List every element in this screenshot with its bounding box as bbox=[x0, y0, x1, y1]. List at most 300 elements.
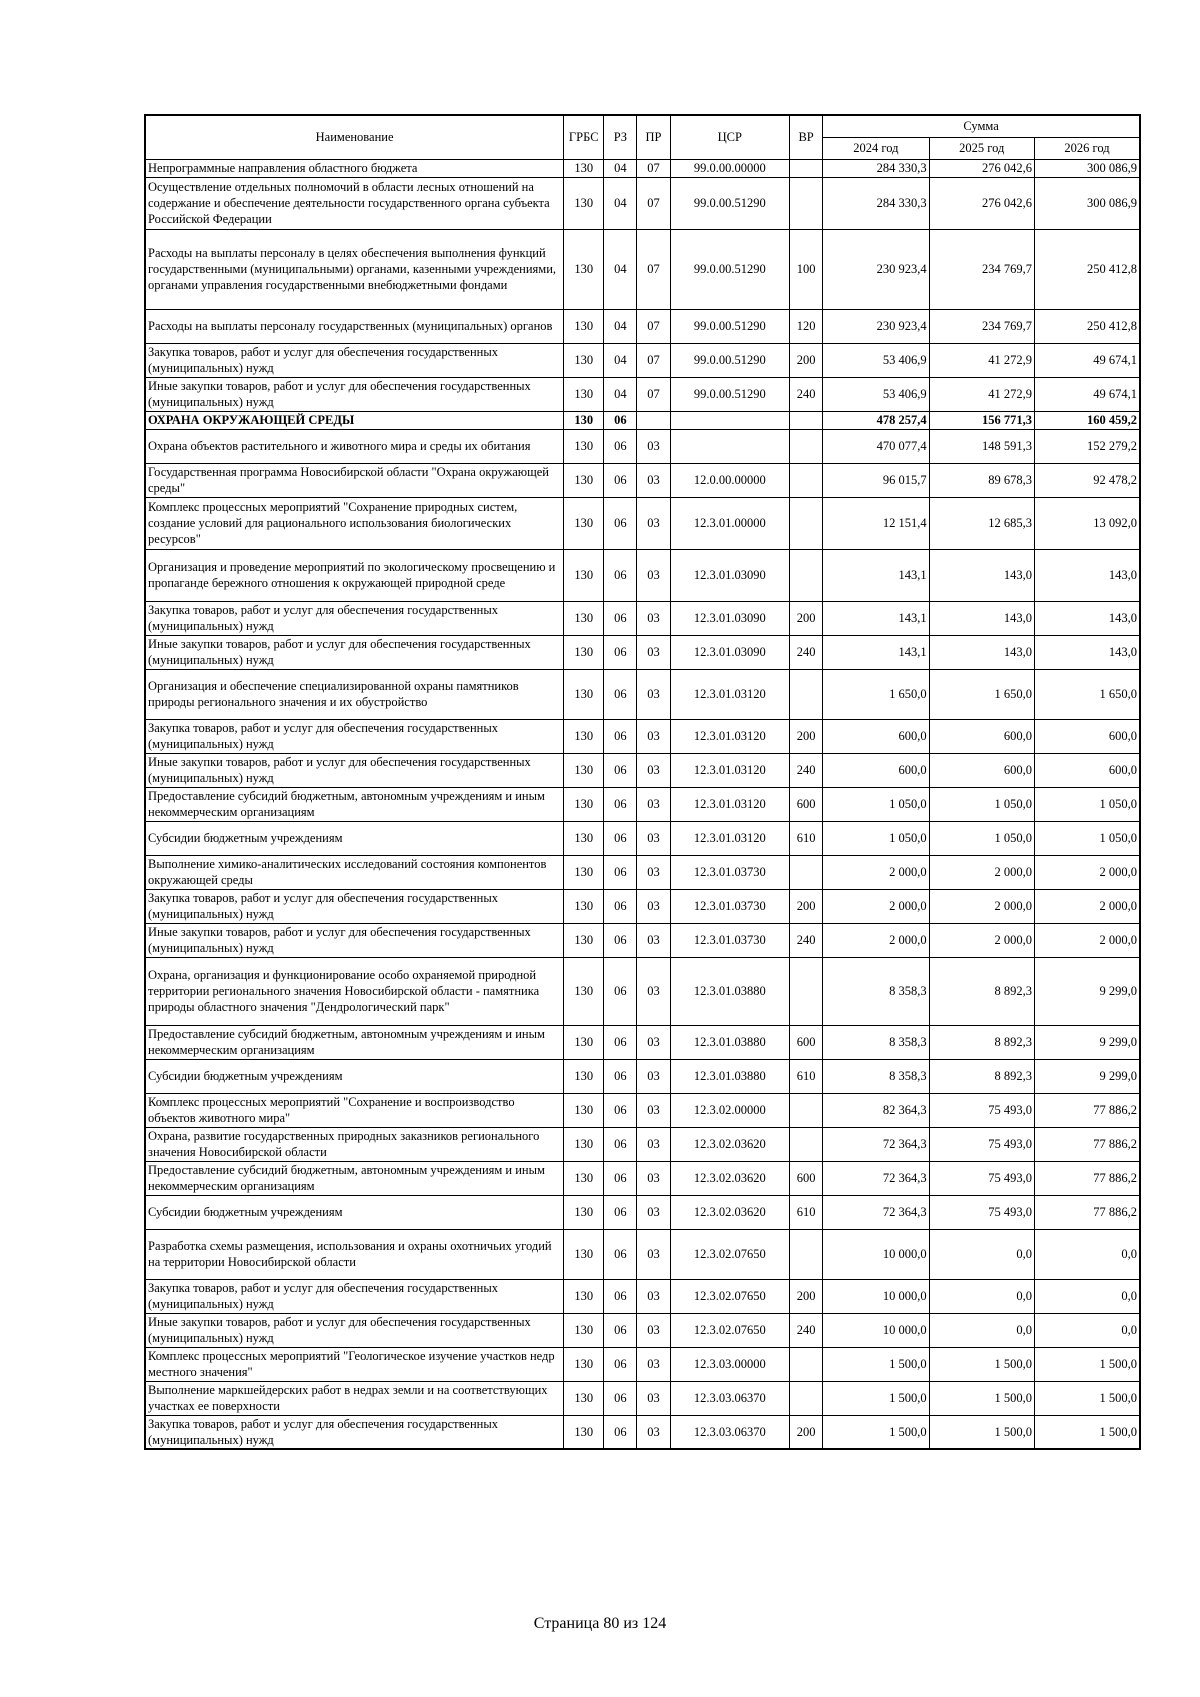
cell-vr bbox=[790, 1229, 823, 1279]
cell-grbs: 130 bbox=[564, 309, 604, 343]
cell-grbs: 130 bbox=[564, 463, 604, 497]
cell-pr: 07 bbox=[637, 309, 670, 343]
table-row bbox=[145, 1313, 1140, 1347]
cell-grbs: 130 bbox=[564, 635, 604, 669]
cell-2026: 2 000,0 bbox=[1034, 923, 1140, 957]
cell-grbs: 130 bbox=[564, 229, 604, 309]
cell-csr: 12.0.00.00000 bbox=[670, 463, 789, 497]
cell-2024: 8 358,3 bbox=[823, 1025, 929, 1059]
cell-csr: 12.3.02.07650 bbox=[670, 1229, 789, 1279]
cell-name: Закупка товаров, работ и услуг для обеспечения государственных (муниципальных) нужд bbox=[145, 719, 564, 753]
table-row bbox=[145, 463, 1140, 497]
cell-2026: 143,0 bbox=[1034, 549, 1140, 601]
cell-2025: 600,0 bbox=[929, 753, 1034, 787]
cell-pr: 03 bbox=[637, 1229, 670, 1279]
cell-vr bbox=[790, 463, 823, 497]
cell-csr: 12.3.01.03120 bbox=[670, 719, 789, 753]
cell-rz: 06 bbox=[604, 1093, 637, 1127]
cell-2026: 143,0 bbox=[1034, 635, 1140, 669]
table-row bbox=[145, 1195, 1140, 1229]
cell-vr: 610 bbox=[790, 1195, 823, 1229]
cell-vr: 200 bbox=[790, 889, 823, 923]
cell-name: Предоставление субсидий бюджетным, автономным учреждениям и иным некоммерческим организациям bbox=[145, 787, 564, 821]
table-row bbox=[145, 377, 1140, 411]
cell-grbs: 130 bbox=[564, 753, 604, 787]
cell-2024: 8 358,3 bbox=[823, 1059, 929, 1093]
cell-2026: 9 299,0 bbox=[1034, 1059, 1140, 1093]
header-name: Наименование bbox=[145, 115, 564, 159]
cell-rz: 06 bbox=[604, 497, 637, 549]
cell-2025: 75 493,0 bbox=[929, 1195, 1034, 1229]
cell-2025: 41 272,9 bbox=[929, 343, 1034, 377]
cell-2024: 1 500,0 bbox=[823, 1381, 929, 1415]
cell-2026: 0,0 bbox=[1034, 1279, 1140, 1313]
table-row bbox=[145, 1025, 1140, 1059]
cell-2026: 9 299,0 bbox=[1034, 1025, 1140, 1059]
cell-2024: 230 923,4 bbox=[823, 309, 929, 343]
cell-2025: 12 685,3 bbox=[929, 497, 1034, 549]
table-row bbox=[145, 889, 1140, 923]
cell-2026: 2 000,0 bbox=[1034, 889, 1140, 923]
cell-rz: 06 bbox=[604, 1347, 637, 1381]
cell-vr: 120 bbox=[790, 309, 823, 343]
cell-name: Организация и обеспечение специализированной охраны памятников природы регионального значения и их обустройство bbox=[145, 669, 564, 719]
cell-grbs: 130 bbox=[564, 1059, 604, 1093]
cell-rz: 06 bbox=[604, 1127, 637, 1161]
cell-2026: 0,0 bbox=[1034, 1229, 1140, 1279]
cell-rz: 06 bbox=[604, 1025, 637, 1059]
cell-pr: 03 bbox=[637, 669, 670, 719]
cell-pr: 03 bbox=[637, 719, 670, 753]
cell-name: Закупка товаров, работ и услуг для обеспечения государственных (муниципальных) нужд bbox=[145, 343, 564, 377]
cell-rz: 06 bbox=[604, 753, 637, 787]
header-sum: Сумма bbox=[823, 115, 1140, 137]
cell-csr: 12.3.03.00000 bbox=[670, 1347, 789, 1381]
cell-pr: 03 bbox=[637, 923, 670, 957]
cell-2026: 9 299,0 bbox=[1034, 957, 1140, 1025]
cell-2026: 0,0 bbox=[1034, 1313, 1140, 1347]
cell-2026: 13 092,0 bbox=[1034, 497, 1140, 549]
cell-pr: 03 bbox=[637, 787, 670, 821]
cell-grbs: 130 bbox=[564, 377, 604, 411]
cell-2026: 300 086,9 bbox=[1034, 177, 1140, 229]
cell-2026: 1 050,0 bbox=[1034, 787, 1140, 821]
cell-grbs: 130 bbox=[564, 1025, 604, 1059]
cell-vr bbox=[790, 411, 823, 429]
cell-name: Закупка товаров, работ и услуг для обеспечения государственных (муниципальных) нужд bbox=[145, 1415, 564, 1449]
cell-vr: 600 bbox=[790, 1025, 823, 1059]
cell-pr: 03 bbox=[637, 855, 670, 889]
cell-2026: 77 886,2 bbox=[1034, 1093, 1140, 1127]
cell-csr: 99.0.00.51290 bbox=[670, 343, 789, 377]
cell-2026: 77 886,2 bbox=[1034, 1127, 1140, 1161]
cell-2025: 276 042,6 bbox=[929, 159, 1034, 177]
cell-grbs: 130 bbox=[564, 787, 604, 821]
cell-2026: 49 674,1 bbox=[1034, 343, 1140, 377]
cell-pr: 03 bbox=[637, 549, 670, 601]
page-number: Страница 80 из 124 bbox=[533, 1615, 667, 1632]
cell-name: Комплекс процессных мероприятий "Геологическое изучение участков недр местного значения" bbox=[145, 1347, 564, 1381]
cell-rz: 06 bbox=[604, 1313, 637, 1347]
cell-rz: 06 bbox=[604, 1195, 637, 1229]
cell-2026: 77 886,2 bbox=[1034, 1161, 1140, 1195]
cell-2025: 2 000,0 bbox=[929, 889, 1034, 923]
cell-rz: 06 bbox=[604, 463, 637, 497]
cell-vr: 200 bbox=[790, 1415, 823, 1449]
cell-pr: 03 bbox=[637, 1279, 670, 1313]
cell-grbs: 130 bbox=[564, 957, 604, 1025]
cell-2025: 8 892,3 bbox=[929, 957, 1034, 1025]
cell-2024: 10 000,0 bbox=[823, 1229, 929, 1279]
cell-2024: 470 077,4 bbox=[823, 429, 929, 463]
cell-2026: 600,0 bbox=[1034, 753, 1140, 787]
cell-grbs: 130 bbox=[564, 497, 604, 549]
cell-name: Расходы на выплаты персоналу в целях обеспечения выполнения функций государственными (муниципальными) органами, казенными учреждениями, органами управления государственными внебюджетными фондами bbox=[145, 229, 564, 309]
cell-2025: 8 892,3 bbox=[929, 1025, 1034, 1059]
table-row bbox=[145, 1381, 1140, 1415]
cell-2026: 49 674,1 bbox=[1034, 377, 1140, 411]
cell-grbs: 130 bbox=[564, 719, 604, 753]
cell-grbs: 130 bbox=[564, 1381, 604, 1415]
cell-2024: 72 364,3 bbox=[823, 1195, 929, 1229]
cell-rz: 06 bbox=[604, 787, 637, 821]
cell-2024: 284 330,3 bbox=[823, 177, 929, 229]
cell-csr: 12.3.02.00000 bbox=[670, 1093, 789, 1127]
cell-grbs: 130 bbox=[564, 601, 604, 635]
cell-vr: 610 bbox=[790, 821, 823, 855]
cell-csr: 12.3.01.03090 bbox=[670, 549, 789, 601]
cell-grbs: 130 bbox=[564, 1347, 604, 1381]
cell-name: Иные закупки товаров, работ и услуг для обеспечения государственных (муниципальных) нужд bbox=[145, 923, 564, 957]
table-row bbox=[145, 821, 1140, 855]
cell-name: Осуществление отдельных полномочий в области лесных отношений на содержание и обеспечение деятельности государственного органа субъекта Российской Федерации bbox=[145, 177, 564, 229]
cell-name: Непрограммные направления областного бюджета bbox=[145, 159, 564, 177]
cell-pr: 03 bbox=[637, 1347, 670, 1381]
table-row bbox=[145, 1415, 1140, 1449]
cell-vr: 240 bbox=[790, 1313, 823, 1347]
table-row bbox=[145, 923, 1140, 957]
cell-name: Государственная программа Новосибирской области "Охрана окружающей среды" bbox=[145, 463, 564, 497]
cell-pr: 03 bbox=[637, 1313, 670, 1347]
cell-csr: 12.3.02.07650 bbox=[670, 1313, 789, 1347]
cell-csr: 12.3.01.03120 bbox=[670, 787, 789, 821]
cell-vr bbox=[790, 1127, 823, 1161]
cell-rz: 06 bbox=[604, 1229, 637, 1279]
table-row bbox=[145, 669, 1140, 719]
table-row bbox=[145, 549, 1140, 601]
cell-csr: 12.3.02.07650 bbox=[670, 1279, 789, 1313]
cell-vr bbox=[790, 159, 823, 177]
table-row bbox=[145, 229, 1140, 309]
cell-2024: 10 000,0 bbox=[823, 1279, 929, 1313]
cell-2025: 1 500,0 bbox=[929, 1381, 1034, 1415]
cell-rz: 06 bbox=[604, 411, 637, 429]
cell-vr: 240 bbox=[790, 753, 823, 787]
table-row bbox=[145, 1161, 1140, 1195]
cell-vr bbox=[790, 1093, 823, 1127]
cell-rz: 06 bbox=[604, 1279, 637, 1313]
table-row bbox=[145, 719, 1140, 753]
cell-2024: 2 000,0 bbox=[823, 923, 929, 957]
cell-csr: 12.3.01.03880 bbox=[670, 957, 789, 1025]
cell-vr bbox=[790, 429, 823, 463]
cell-rz: 06 bbox=[604, 855, 637, 889]
cell-2025: 0,0 bbox=[929, 1279, 1034, 1313]
cell-pr: 03 bbox=[637, 753, 670, 787]
cell-2024: 143,1 bbox=[823, 549, 929, 601]
cell-pr: 03 bbox=[637, 1093, 670, 1127]
cell-rz: 06 bbox=[604, 669, 637, 719]
header-rz: РЗ bbox=[604, 115, 637, 159]
cell-rz: 04 bbox=[604, 377, 637, 411]
cell-name: Разработка схемы размещения, использования и охраны охотничьих угодий на территории Новосибирской области bbox=[145, 1229, 564, 1279]
cell-2025: 143,0 bbox=[929, 601, 1034, 635]
cell-2024: 230 923,4 bbox=[823, 229, 929, 309]
cell-2025: 143,0 bbox=[929, 635, 1034, 669]
cell-2024: 8 358,3 bbox=[823, 957, 929, 1025]
cell-vr bbox=[790, 669, 823, 719]
table-row bbox=[145, 1347, 1140, 1381]
cell-pr: 07 bbox=[637, 177, 670, 229]
cell-2026: 1 050,0 bbox=[1034, 821, 1140, 855]
cell-2024: 1 050,0 bbox=[823, 821, 929, 855]
cell-2025: 75 493,0 bbox=[929, 1127, 1034, 1161]
table-row bbox=[145, 343, 1140, 377]
cell-rz: 06 bbox=[604, 821, 637, 855]
cell-2026: 250 412,8 bbox=[1034, 229, 1140, 309]
cell-pr: 07 bbox=[637, 377, 670, 411]
cell-2025: 1 500,0 bbox=[929, 1347, 1034, 1381]
cell-2024: 1 050,0 bbox=[823, 787, 929, 821]
cell-2024: 2 000,0 bbox=[823, 855, 929, 889]
cell-2025: 148 591,3 bbox=[929, 429, 1034, 463]
table-row bbox=[145, 787, 1140, 821]
cell-vr bbox=[790, 957, 823, 1025]
cell-pr: 03 bbox=[637, 889, 670, 923]
table-row bbox=[145, 753, 1140, 787]
cell-grbs: 130 bbox=[564, 177, 604, 229]
cell-grbs: 130 bbox=[564, 1313, 604, 1347]
cell-2024: 12 151,4 bbox=[823, 497, 929, 549]
cell-2024: 2 000,0 bbox=[823, 889, 929, 923]
cell-2024: 1 650,0 bbox=[823, 669, 929, 719]
cell-pr: 03 bbox=[637, 1059, 670, 1093]
cell-pr: 07 bbox=[637, 343, 670, 377]
cell-pr bbox=[637, 411, 670, 429]
cell-2024: 72 364,3 bbox=[823, 1127, 929, 1161]
table-row bbox=[145, 309, 1140, 343]
cell-2026: 300 086,9 bbox=[1034, 159, 1140, 177]
cell-rz: 06 bbox=[604, 635, 637, 669]
cell-vr bbox=[790, 1347, 823, 1381]
cell-2025: 1 050,0 bbox=[929, 787, 1034, 821]
table-row bbox=[145, 497, 1140, 549]
cell-2024: 1 500,0 bbox=[823, 1347, 929, 1381]
cell-2025: 143,0 bbox=[929, 549, 1034, 601]
cell-vr: 200 bbox=[790, 1279, 823, 1313]
cell-rz: 04 bbox=[604, 229, 637, 309]
cell-rz: 06 bbox=[604, 923, 637, 957]
cell-vr: 240 bbox=[790, 377, 823, 411]
cell-csr: 12.3.02.03620 bbox=[670, 1195, 789, 1229]
cell-2026: 600,0 bbox=[1034, 719, 1140, 753]
cell-2025: 1 050,0 bbox=[929, 821, 1034, 855]
table-row bbox=[145, 1229, 1140, 1279]
table-row bbox=[145, 1059, 1140, 1093]
cell-2024: 72 364,3 bbox=[823, 1161, 929, 1195]
cell-vr bbox=[790, 497, 823, 549]
cell-csr: 99.0.00.51290 bbox=[670, 377, 789, 411]
cell-csr: 12.3.01.00000 bbox=[670, 497, 789, 549]
cell-vr: 240 bbox=[790, 635, 823, 669]
cell-rz: 04 bbox=[604, 159, 637, 177]
cell-vr bbox=[790, 177, 823, 229]
cell-grbs: 130 bbox=[564, 1161, 604, 1195]
cell-pr: 03 bbox=[637, 1195, 670, 1229]
table-row bbox=[145, 411, 1140, 429]
cell-2025: 276 042,6 bbox=[929, 177, 1034, 229]
cell-2026: 1 500,0 bbox=[1034, 1381, 1140, 1415]
cell-grbs: 130 bbox=[564, 889, 604, 923]
cell-2025: 234 769,7 bbox=[929, 309, 1034, 343]
cell-rz: 06 bbox=[604, 889, 637, 923]
cell-2026: 92 478,2 bbox=[1034, 463, 1140, 497]
cell-name: Расходы на выплаты персоналу государственных (муниципальных) органов bbox=[145, 309, 564, 343]
cell-pr: 03 bbox=[637, 1127, 670, 1161]
cell-grbs: 130 bbox=[564, 549, 604, 601]
cell-pr: 03 bbox=[637, 957, 670, 1025]
table-row bbox=[145, 855, 1140, 889]
cell-2025: 2 000,0 bbox=[929, 855, 1034, 889]
cell-name: ОХРАНА ОКРУЖАЮЩЕЙ СРЕДЫ bbox=[145, 411, 564, 429]
cell-2025: 8 892,3 bbox=[929, 1059, 1034, 1093]
cell-pr: 03 bbox=[637, 821, 670, 855]
cell-2025: 600,0 bbox=[929, 719, 1034, 753]
cell-csr bbox=[670, 411, 789, 429]
cell-2026: 152 279,2 bbox=[1034, 429, 1140, 463]
cell-rz: 06 bbox=[604, 719, 637, 753]
cell-vr: 200 bbox=[790, 719, 823, 753]
cell-vr: 600 bbox=[790, 787, 823, 821]
cell-grbs: 130 bbox=[564, 1229, 604, 1279]
table-row bbox=[145, 635, 1140, 669]
cell-name: Субсидии бюджетным учреждениям bbox=[145, 821, 564, 855]
cell-csr: 99.0.00.51290 bbox=[670, 229, 789, 309]
cell-vr bbox=[790, 549, 823, 601]
header-grbs: ГРБС bbox=[564, 115, 604, 159]
cell-rz: 04 bbox=[604, 343, 637, 377]
cell-csr: 12.3.02.03620 bbox=[670, 1127, 789, 1161]
cell-rz: 06 bbox=[604, 549, 637, 601]
budget-table-body bbox=[145, 159, 1140, 1449]
cell-pr: 07 bbox=[637, 229, 670, 309]
cell-name: Охрана объектов растительного и животного мира и среды их обитания bbox=[145, 429, 564, 463]
cell-csr: 12.3.01.03730 bbox=[670, 889, 789, 923]
cell-vr: 610 bbox=[790, 1059, 823, 1093]
header-year-2025: 2025 год bbox=[929, 137, 1034, 159]
cell-name: Иные закупки товаров, работ и услуг для обеспечения государственных (муниципальных) нужд bbox=[145, 377, 564, 411]
cell-rz: 06 bbox=[604, 1059, 637, 1093]
cell-2024: 478 257,4 bbox=[823, 411, 929, 429]
budget-table bbox=[144, 114, 1141, 1450]
cell-name: Охрана, развитие государственных природных заказников регионального значения Новосибирской области bbox=[145, 1127, 564, 1161]
cell-csr: 99.0.00.51290 bbox=[670, 309, 789, 343]
table-row bbox=[145, 1127, 1140, 1161]
cell-2026: 143,0 bbox=[1034, 601, 1140, 635]
cell-csr bbox=[670, 429, 789, 463]
cell-2025: 41 272,9 bbox=[929, 377, 1034, 411]
cell-pr: 03 bbox=[637, 1025, 670, 1059]
cell-name: Закупка товаров, работ и услуг для обеспечения государственных (муниципальных) нужд bbox=[145, 1279, 564, 1313]
cell-csr: 12.3.01.03880 bbox=[670, 1025, 789, 1059]
cell-name: Комплекс процессных мероприятий "Сохранение и воспроизводство объектов животного мира" bbox=[145, 1093, 564, 1127]
cell-2024: 96 015,7 bbox=[823, 463, 929, 497]
cell-pr: 03 bbox=[637, 463, 670, 497]
cell-2026: 1 650,0 bbox=[1034, 669, 1140, 719]
cell-pr: 03 bbox=[637, 1381, 670, 1415]
cell-vr bbox=[790, 1381, 823, 1415]
cell-pr: 07 bbox=[637, 159, 670, 177]
cell-vr: 100 bbox=[790, 229, 823, 309]
cell-grbs: 130 bbox=[564, 159, 604, 177]
cell-2024: 10 000,0 bbox=[823, 1313, 929, 1347]
cell-2026: 250 412,8 bbox=[1034, 309, 1140, 343]
table-row bbox=[145, 1279, 1140, 1313]
cell-2026: 1 500,0 bbox=[1034, 1415, 1140, 1449]
cell-pr: 03 bbox=[637, 429, 670, 463]
cell-2024: 82 364,3 bbox=[823, 1093, 929, 1127]
cell-csr: 12.3.01.03880 bbox=[670, 1059, 789, 1093]
cell-2024: 53 406,9 bbox=[823, 343, 929, 377]
cell-grbs: 130 bbox=[564, 1093, 604, 1127]
cell-csr: 12.3.03.06370 bbox=[670, 1415, 789, 1449]
cell-csr: 12.3.01.03730 bbox=[670, 855, 789, 889]
cell-grbs: 130 bbox=[564, 1195, 604, 1229]
cell-rz: 04 bbox=[604, 177, 637, 229]
cell-2025: 156 771,3 bbox=[929, 411, 1034, 429]
cell-2025: 0,0 bbox=[929, 1229, 1034, 1279]
cell-2024: 284 330,3 bbox=[823, 159, 929, 177]
cell-name: Субсидии бюджетным учреждениям bbox=[145, 1195, 564, 1229]
cell-name: Закупка товаров, работ и услуг для обеспечения государственных (муниципальных) нужд bbox=[145, 601, 564, 635]
cell-2026: 160 459,2 bbox=[1034, 411, 1140, 429]
cell-rz: 06 bbox=[604, 1415, 637, 1449]
cell-grbs: 130 bbox=[564, 1415, 604, 1449]
cell-2025: 89 678,3 bbox=[929, 463, 1034, 497]
cell-2026: 77 886,2 bbox=[1034, 1195, 1140, 1229]
cell-name: Иные закупки товаров, работ и услуг для обеспечения государственных (муниципальных) нужд bbox=[145, 635, 564, 669]
cell-grbs: 130 bbox=[564, 411, 604, 429]
header-year-2026: 2026 год bbox=[1034, 137, 1140, 159]
table-row bbox=[145, 159, 1140, 177]
cell-2025: 1 650,0 bbox=[929, 669, 1034, 719]
cell-2025: 75 493,0 bbox=[929, 1093, 1034, 1127]
cell-grbs: 130 bbox=[564, 855, 604, 889]
cell-name: Иные закупки товаров, работ и услуг для обеспечения государственных (муниципальных) нужд bbox=[145, 1313, 564, 1347]
cell-name: Выполнение маркшейдерских работ в недрах земли и на соответствующих участках ее поверхности bbox=[145, 1381, 564, 1415]
cell-2024: 143,1 bbox=[823, 635, 929, 669]
cell-grbs: 130 bbox=[564, 923, 604, 957]
cell-name: Закупка товаров, работ и услуг для обеспечения государственных (муниципальных) нужд bbox=[145, 889, 564, 923]
cell-name: Комплекс процессных мероприятий "Сохранение природных систем, создание условий для рационального использования биологических ресурсов" bbox=[145, 497, 564, 549]
cell-2024: 143,1 bbox=[823, 601, 929, 635]
cell-pr: 03 bbox=[637, 635, 670, 669]
cell-2026: 2 000,0 bbox=[1034, 855, 1140, 889]
table-row bbox=[145, 957, 1140, 1025]
cell-vr: 600 bbox=[790, 1161, 823, 1195]
cell-csr: 12.3.01.03730 bbox=[670, 923, 789, 957]
cell-vr: 240 bbox=[790, 923, 823, 957]
